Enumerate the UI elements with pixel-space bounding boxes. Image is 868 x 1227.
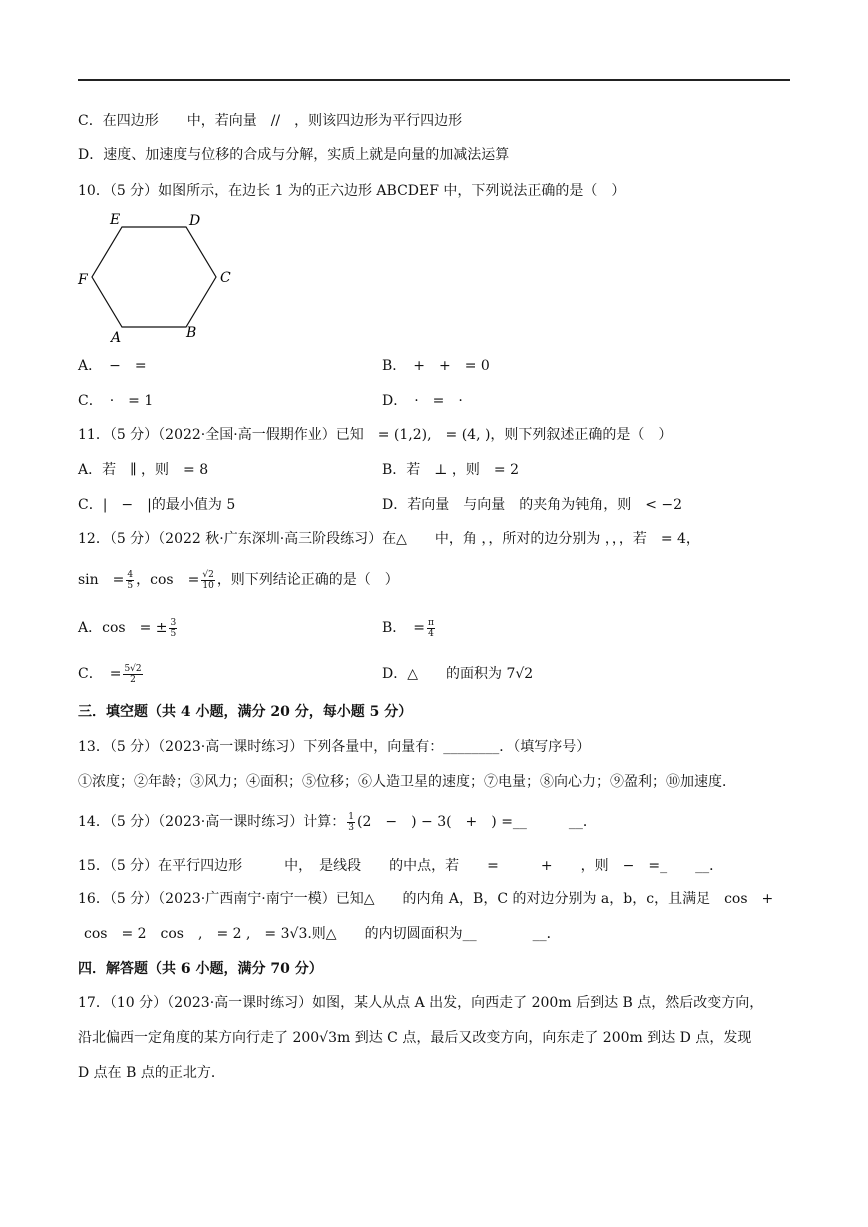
section-3-heading: 三．填空题（共 4 小题，满分 20 分，每小题 5 分） — [78, 704, 413, 720]
fraction-denominator: 3 — [348, 822, 354, 833]
q10-option-c: C． · = 1 — [78, 393, 154, 409]
q12-option-b — [382, 614, 437, 642]
question-13-items: ①浓度；②年龄；③风力；④面积；⑤位移；⑥人造卫星的速度；⑦电量；⑧向心力；⑨盈利；⑩加速度． — [78, 774, 736, 790]
question-10: 10．（5 分）如图所示，在边长 1 为的正六边形 ABCDEF 中，下列说法正确的是（ ） — [78, 183, 626, 199]
fraction-numerator: 3 — [170, 617, 177, 628]
q12-question-tail: ，则下列结论正确的是（ ） — [216, 572, 399, 588]
q14-label: 14．（5 分）（2023·高一课时练习）计算： — [78, 814, 346, 830]
option-d-velocity: D．速度、加速度与位移的合成与分解，实质上就是向量的加减法运算 — [78, 147, 510, 163]
q10-option-a: A． − = — [78, 358, 147, 374]
q11-option-d: D．若向量 与向量 的夹角为钝角，则 < −2 — [382, 497, 683, 513]
fraction-denominator: 10 — [202, 580, 214, 591]
q12-option-c — [78, 660, 145, 688]
q12-sin-fraction — [126, 570, 134, 591]
fraction-numerator: 4 — [127, 569, 134, 580]
q12-option-b-label: B． = — [382, 620, 426, 636]
vertex-label-e: E — [110, 212, 121, 228]
question-14 — [78, 808, 597, 836]
fraction-denominator: 4 — [428, 628, 434, 639]
q14-expression: (2 − ) − 3( + ) =__ __． — [357, 814, 597, 830]
q12-option-c-fraction — [123, 664, 142, 685]
vertex-label-a: A — [111, 330, 122, 346]
q12-sin-label: sin = — [78, 572, 125, 588]
hexagon-shape — [92, 227, 216, 327]
question-16-line2: cos = 2 cos , = 2 , = 3√3.则△ 的内切圆面积为__ __． — [84, 926, 561, 942]
question-12-line1: 12．（5 分）（2022 秋·广东深圳·高三阶段练习）在△ 中，角 ，，所对的边分别为 ，，，若 = 4， — [78, 531, 700, 547]
option-c-quadrilateral: C．在四边形 中，若向量 // ，则该四边形为平行四边形 — [78, 113, 463, 129]
question-16-line1: 16．（5 分）（2023·广西南宁·南宁一模）已知△ 的内角 A，B，C 的对边分别为 a，b，c，且满足 cos + — [78, 891, 774, 907]
vertex-label-f: F — [78, 272, 88, 288]
q12-option-c-label: C． = — [78, 666, 122, 682]
question-12-line2 — [78, 566, 399, 594]
q12-option-a — [78, 614, 179, 642]
q11-option-b: B．若 ⊥ ，则 = 2 — [382, 462, 519, 478]
section-4-heading: 四．解答题（共 6 小题，满分 70 分） — [78, 961, 323, 977]
q12-option-a-fraction — [169, 618, 177, 639]
q10-option-d: D． · = · — [382, 393, 463, 409]
q14-fraction — [347, 812, 355, 833]
q10-option-b: B． + + = 0 — [382, 358, 490, 374]
vertex-label-c: C — [220, 270, 231, 286]
fraction-numerator: π — [428, 617, 434, 628]
header-rule — [78, 79, 790, 81]
question-17-line3: D 点在 B 点的正北方． — [78, 1065, 225, 1081]
fraction-denominator: 2 — [130, 674, 136, 685]
hexagon-figure — [74, 205, 244, 350]
question-17-line2: 沿北偏西一定角度的某方向行走了 200√3m 到达 C 点，最后又改变方向，向东走了 200m 到达 D 点，发现 — [78, 1030, 752, 1046]
q12-option-b-fraction — [427, 618, 435, 639]
fraction-denominator: 5 — [127, 580, 134, 591]
question-17-line1: 17．（10 分）（2023·高一课时练习）如图，某人从点 A 出发，向西走了 200m 后到达 B 点，然后改变方向， — [78, 995, 764, 1011]
fraction-numerator: 1 — [348, 811, 354, 822]
vertex-label-b: B — [186, 325, 197, 341]
vertex-label-d: D — [189, 213, 201, 229]
fraction-numerator: 5√2 — [124, 663, 142, 674]
question-11: 11．（5 分）（2022·全国·高一假期作业）已知 = (1,2), = (4, )，则下列叙述正确的是（ ） — [78, 427, 673, 443]
fraction-denominator: 5 — [170, 628, 177, 639]
question-15: 15．（5 分）在平行四边形 中， 是线段 的中点，若 = + ，则 − =_ __． — [78, 858, 724, 874]
q12-option-d: D．△ 的面积为 7√2 — [382, 666, 534, 682]
q11-option-c: C．| − |的最小值为 5 — [78, 497, 236, 513]
q11-option-a: A．若 ∥ ，则 = 8 — [78, 462, 209, 478]
q12-cos-fraction — [201, 570, 214, 591]
q12-cos-label: ，cos = — [136, 572, 200, 588]
q12-option-a-label: A．cos = ± — [78, 620, 168, 636]
question-13: 13．（5 分）（2023·高一课时练习）下列各量中，向量有：________．（填写序号） — [78, 739, 591, 755]
fraction-numerator: √2 — [202, 569, 214, 580]
